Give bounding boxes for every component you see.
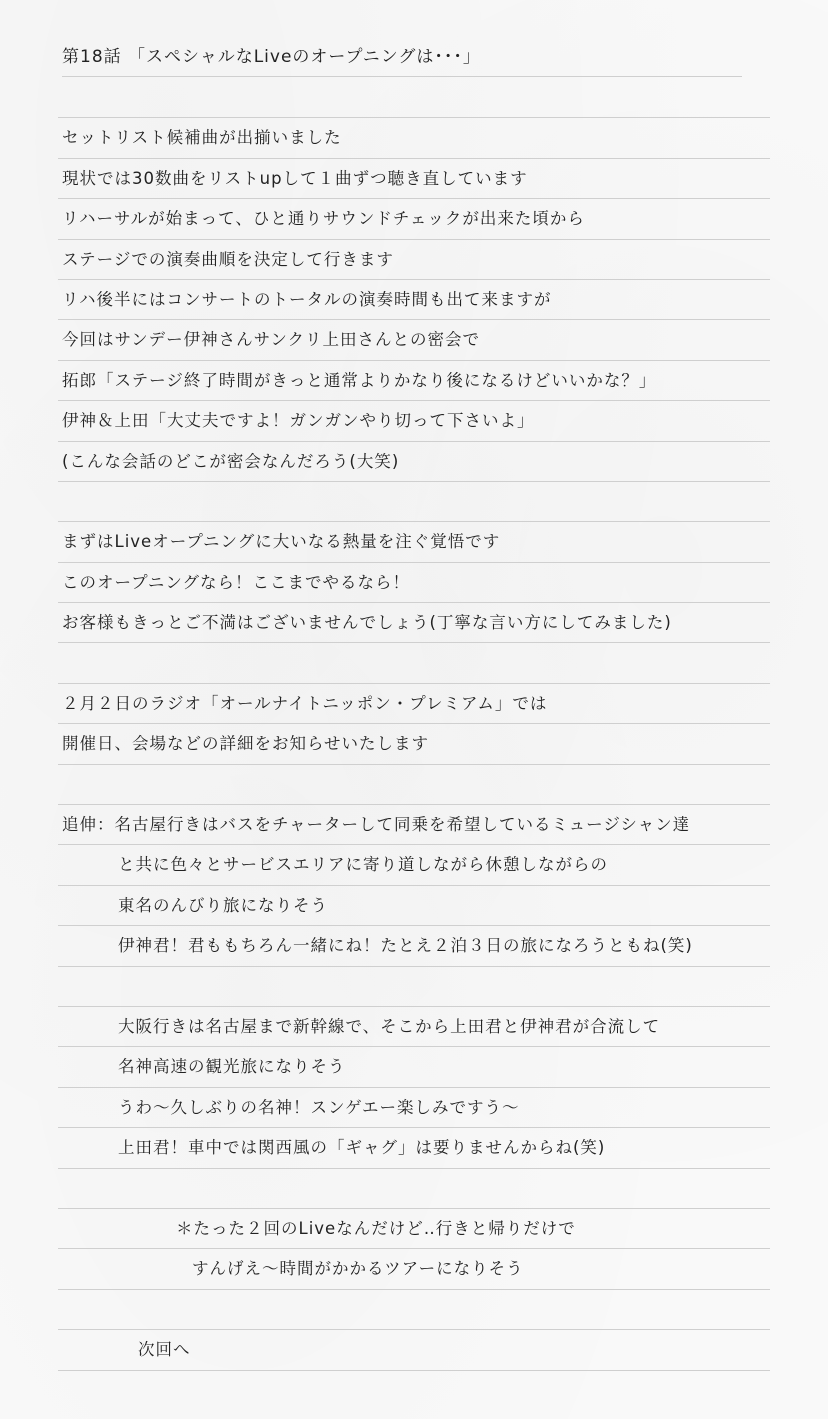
text-line: うわ〜久しぶりの名神！スンゲエー楽しみですう〜 [58,1088,770,1128]
text-line: リハ後半にはコンサートのトータルの演奏時間も出て来ますが [58,280,770,320]
text-line: このオープニングなら！ここまでやるなら！ [58,563,770,603]
text-line: お客様もきっとご不満はございませんでしょう(丁寧な言い方にしてみました) [58,603,770,643]
text-line: リハーサルが始まって、ひと通りサウンドチェックが出来た頃から [58,199,770,239]
text-line: 今回はサンデー伊神さんサンクリ上田さんとの密会で [58,320,770,360]
text-line: 上田君！車中では関西風の「ギャグ」は要りませんからね(笑) [58,1128,770,1168]
text-line: ２月２日のラジオ「オールナイトニッポン・プレミアム」では [58,684,770,724]
text-line: (こんな会話のどこが密会なんだろう(大笑) [58,442,770,482]
text-line: 大阪行きは名古屋まで新幹線で、そこから上田君と伊神君が合流して [58,1007,770,1047]
text-line: と共に色々とサービスエリアに寄り道しながら休憩しながらの [58,845,770,885]
blank-line [58,1290,770,1330]
text-line: 東名のんびり旅になりそう [58,886,770,926]
text-line: 名神高速の観光旅になりそう [58,1047,770,1087]
blank-line [58,78,770,118]
page-title: 第18話 「スペシャルなLiveのオープニングは･･･」 [62,37,742,77]
blank-line [58,765,770,805]
blank-line [58,482,770,522]
text-line: すんげえ〜時間がかかるツアーになりそう [58,1249,770,1289]
text-line: 追伸：名古屋行きはバスをチャーターして同乗を希望しているミュージシャン達 [58,805,770,845]
text-line: 開催日、会場などの詳細をお知らせいたします [58,724,770,764]
text-line: 拓郎「ステージ終了時間がきっと通常よりかなり後になるけどいいかな？」 [58,361,770,401]
diary-body [58,78,770,1371]
text-line: 伊神＆上田「大丈夫ですよ！ガンガンやり切って下さいよ」 [58,401,770,441]
text-line: ＊たった２回のLiveなんだけど‥行きと帰りだけで [58,1209,770,1249]
text-line: セットリスト候補曲が出揃いました [58,118,770,158]
blank-line [58,1169,770,1209]
blank-line [58,967,770,1007]
next-episode-link[interactable]: 次回へ [58,1330,770,1370]
text-line: まずはLiveオープニングに大いなる熱量を注ぐ覚悟です [58,522,770,562]
text-line: 現状では30数曲をリストupして１曲ずつ聴き直しています [58,159,770,199]
text-line: 伊神君！君ももちろん一緒にね！たとえ２泊３日の旅になろうともね(笑) [58,926,770,966]
text-line: ステージでの演奏曲順を決定して行きます [58,240,770,280]
blank-line [58,643,770,683]
